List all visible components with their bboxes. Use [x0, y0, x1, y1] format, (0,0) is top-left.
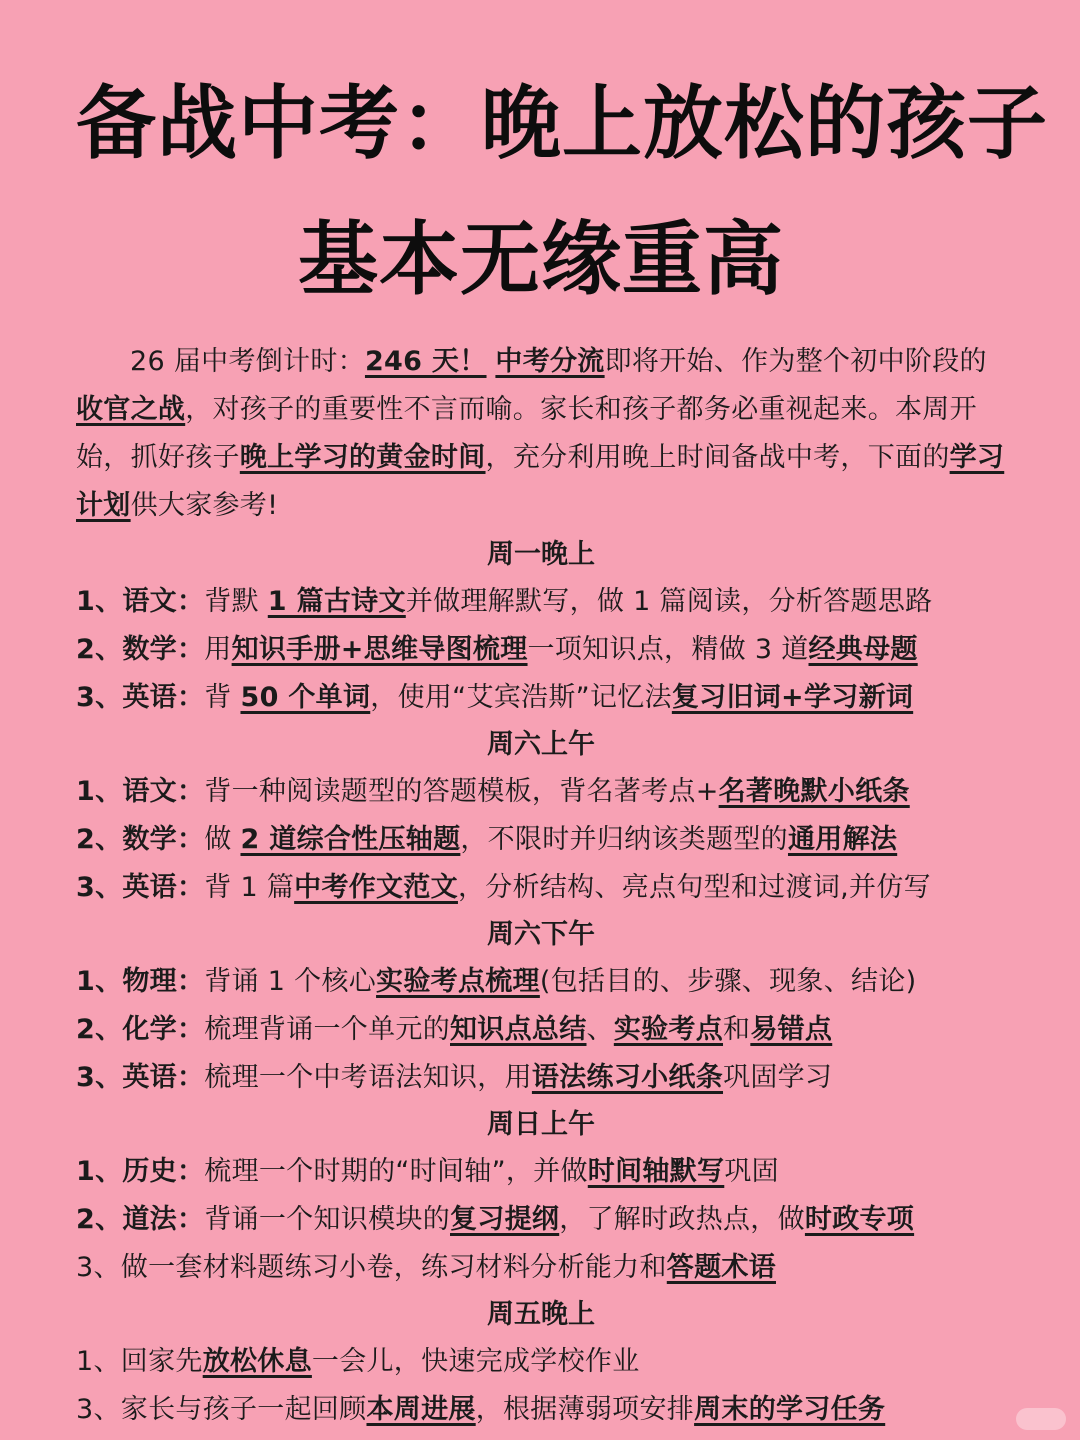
intro-highlight: 学习计划 [76, 442, 1005, 521]
item-highlight: 知识手册+思维导图梳理 [231, 634, 528, 665]
item-text: 1、回家先 [76, 1346, 203, 1377]
item-text: 一会儿，快速完成学校作业 [311, 1346, 640, 1377]
intro-text: 供大家参考! [130, 490, 279, 521]
item-subject: 1、物理： [76, 966, 205, 997]
item-highlight: 本周进展 [366, 1394, 476, 1425]
schedule-item [76, 1338, 1006, 1386]
intro-text: ，对孩子的重要性不言而喻。家长和孩子都务必重视起来。本周开始，抓好孩子 [76, 394, 977, 473]
section-title: 周六上午 [487, 729, 595, 760]
item-subject: 1、语文： [76, 776, 205, 807]
item-highlight: 1 篇古诗文 [267, 586, 406, 617]
item-highlight: 易错点 [750, 1014, 833, 1045]
intro-highlight: 246 天！ [364, 346, 487, 377]
intro-paragraph [76, 338, 1006, 530]
item-subject: 2、道法： [76, 1204, 205, 1235]
section-title: 周六下午 [487, 919, 595, 950]
title-line-1: 备战中考：晚上放松的孩子 [76, 77, 1048, 170]
item-subject: 3、英语： [76, 1062, 205, 1093]
item-text: 3、家长与孩子一起回顾 [76, 1394, 367, 1425]
item-subject: 3、英语： [76, 682, 205, 713]
item-highlight: 放松休息 [202, 1346, 312, 1377]
schedule-item [76, 1006, 1006, 1054]
item-text: 一项知识点，精做 3 道 [527, 634, 809, 665]
item-text: 梳理一个中考语法知识，用 [204, 1062, 532, 1093]
schedule-item [76, 816, 1006, 864]
item-text: 和 [723, 1014, 751, 1045]
item-text: 梳理背诵一个单元的 [204, 1014, 450, 1045]
item-text: 巩固学习 [723, 1062, 833, 1093]
item-subject: 1、语文： [76, 586, 205, 617]
item-text: 并做理解默写，做 1 篇阅读，分析答题思路 [405, 586, 933, 617]
item-subject: 2、数学： [76, 824, 205, 855]
item-text: 巩固 [724, 1156, 779, 1187]
item-text: ，了解时政热点，做 [559, 1204, 805, 1235]
item-text: 梳理一个时期的“时间轴”，并做 [204, 1156, 588, 1187]
document-page [76, 56, 1048, 1434]
schedule-item [76, 1244, 1006, 1292]
item-highlight: 实验考点 [613, 1014, 724, 1045]
section-title: 周一晚上 [487, 539, 595, 570]
item-highlight: 时政专项 [804, 1204, 915, 1235]
intro-text: 26 届中考倒计时： [130, 346, 365, 377]
schedule-section [76, 532, 1006, 722]
page-title [76, 56, 1048, 328]
schedule-section [76, 722, 1006, 912]
schedule-item [76, 626, 1006, 674]
item-highlight: 知识点总结 [450, 1014, 587, 1045]
item-subject: 2、化学： [76, 1014, 205, 1045]
item-highlight: 2 道综合性压轴题 [240, 824, 461, 855]
item-highlight: 名著晚默小纸条 [718, 776, 910, 807]
intro-highlight: 收官之战 [76, 394, 186, 425]
section-title: 周五晚上 [487, 1299, 595, 1330]
item-text: 背诵 1 个核心 [204, 966, 377, 997]
schedule-item [76, 1386, 1006, 1434]
intro-highlight: 晚上学习的黄金时间 [239, 442, 486, 473]
schedule-sections [76, 532, 1006, 1434]
title-line-2: 基本无缘重高 [298, 213, 784, 306]
item-highlight: 复习旧词+学习新词 [671, 682, 914, 713]
schedule-item [76, 1054, 1006, 1102]
item-subject: 2、数学： [76, 634, 205, 665]
item-text: 背一种阅读题型的答题模板，背名著考点+ [204, 776, 719, 807]
item-text: 背诵一个知识模块的 [204, 1204, 450, 1235]
item-highlight: 通用解法 [787, 824, 898, 855]
schedule-section [76, 1102, 1006, 1292]
schedule-item [76, 864, 1006, 912]
item-highlight: 语法练习小纸条 [531, 1062, 724, 1093]
item-highlight: 周末的学习任务 [694, 1394, 886, 1425]
item-highlight: 经典母题 [808, 634, 918, 665]
section-title: 周日上午 [487, 1109, 595, 1140]
schedule-section [76, 1292, 1006, 1434]
item-text: ，使用“艾宾浩斯”记忆法 [370, 682, 672, 713]
item-text: (包括目的、步骤、现象、结论) [539, 966, 917, 997]
intro-text: 即将开始、作为整个初中阶段的 [604, 346, 987, 377]
schedule-item [76, 1148, 1006, 1196]
item-text: ，不限时并归纳该类题型的 [460, 824, 788, 855]
schedule-item [76, 674, 1006, 722]
schedule-item [76, 578, 1006, 626]
intro-text: ，充分利用晚上时间备战中考，下面的 [485, 442, 950, 473]
schedule-item [76, 768, 1006, 816]
item-highlight: 中考作文范文 [294, 872, 458, 903]
item-highlight: 实验考点梳理 [376, 966, 540, 997]
schedule-section [76, 912, 1006, 1102]
schedule-item [76, 1196, 1006, 1244]
item-text: 3、做一套材料题练习小卷，练习材料分析能力和 [76, 1252, 667, 1283]
item-highlight: 时间轴默写 [587, 1156, 725, 1187]
item-text: 背 1 篇 [204, 872, 295, 903]
item-highlight: 复习提纲 [450, 1204, 560, 1235]
item-subject: 1、历史： [76, 1156, 205, 1187]
intro-highlight: 中考分流 [495, 346, 605, 377]
item-text: 做 [204, 824, 241, 855]
watermark-badge [1016, 1408, 1066, 1430]
item-highlight: 答题术语 [666, 1252, 776, 1283]
item-highlight: 50 个单词 [240, 682, 371, 713]
item-text: 、 [586, 1014, 614, 1045]
item-text: ，分析结构、亮点句型和过渡词,并仿写 [457, 872, 931, 903]
item-subject: 3、英语： [76, 872, 205, 903]
schedule-item [76, 958, 1006, 1006]
item-text: 用 [204, 634, 232, 665]
item-text: 背 [204, 682, 241, 713]
item-text: ，根据薄弱项安排 [475, 1394, 695, 1425]
item-text: 背默 [204, 586, 268, 617]
